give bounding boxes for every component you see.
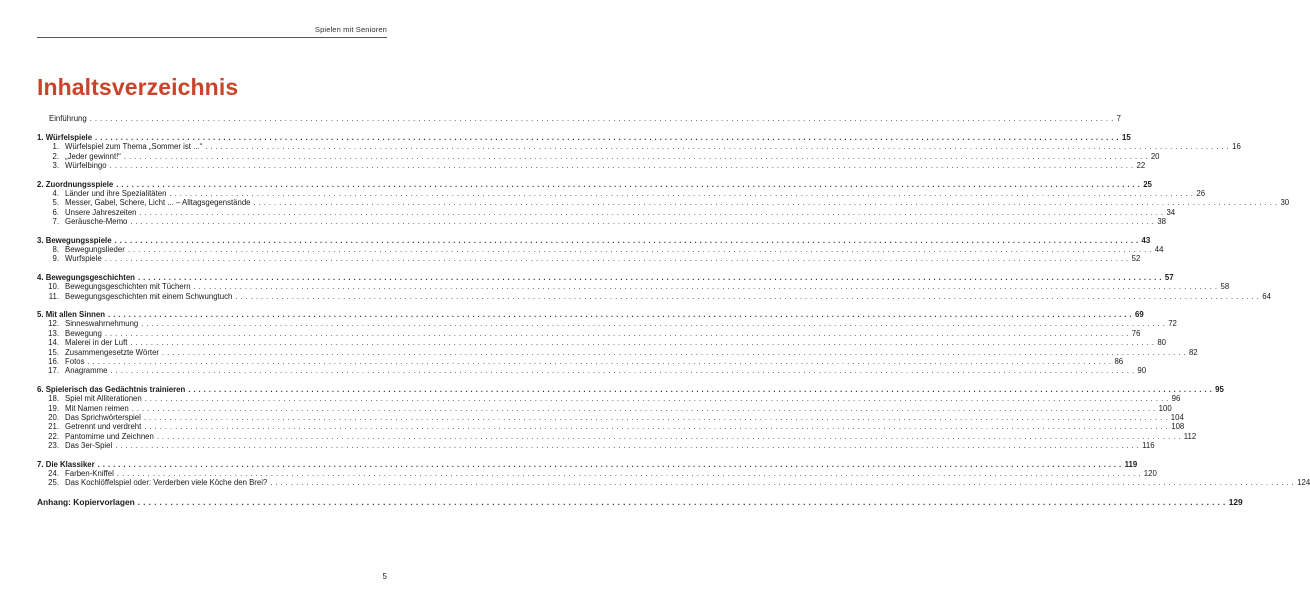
dot-leader: . . . . . . . . . . . . . . . . . . . . . . . . . . . . . . . . . . . . . . . . . . . . . . . . . . . . . . . . . . . . . . . . . . . . . . . . . . . . . . . . . . . . . . . . . . . . . . . . . . . . . . . . . . . . . . . . . . . . . . . . . . . . . . . . . . . . . . . . . . . . . . . . . . . . . . . . . . . . . . . . . . . . . . . . . . . . . . . . . . . . . . . . . . . . . . . . . . . . . . . .	[144, 422, 1169, 432]
entry-number: 5.	[52, 198, 59, 208]
entry-number: 7.	[52, 217, 59, 227]
dot-leader: . . . . . . . . . . . . . . . . . . . . . . . . . . . . . . . . . . . . . . . . . . . . . . . . . . . . . . . . . . . . . . . . . . . . . . . . . . . . . . . . . . . . . . . . . . . . . . . . . . . . . . . . . . . . . . . . . . . . . . . . . . . . . . . . . . . . . . . . . . . . . . . . . . . . . . . . . . . . . . . . . . . . . . . . . . . . . . . . . . . . . . . . . . . . . . . . . . . . . . . .	[116, 469, 1141, 478]
entry-number: 5.	[37, 310, 44, 319]
entry-page-number: 80	[1157, 338, 1167, 348]
dot-leader: . . . . . . . . . . . . . . . . . . . . . . . . . . . . . . . . . . . . . . . . . . . . . . . . . . . . . . . . . . . . . . . . . . . . . . . . . . . . . . . . . . . . . . . . . . . . . . . . . . . . . . . . . . . . . . . . . . . . . . . . . . . . . . . . . . . . . . . . . . . . . . . . . . . . . . . . . . . . . . . . . . . . . . . . . . . . . . . . . . . . . . . . . . . . . . . . . . . . . . . .	[139, 207, 1164, 217]
entry-number: 22.	[48, 431, 59, 441]
entry-page-number: 34	[1166, 207, 1176, 217]
entry-number: 8.	[52, 245, 59, 254]
entry-number: 17.	[48, 366, 59, 376]
dot-leader: . . . . . . . . . . . . . . . . . . . . . . . . . . . . . . . . . . . . . . . . . . . . . . . . . . . . . . . . . . . . . . . . . . . . . . . . . . . . . . . . . . . . . . . . . . . . . . . . . . . . . . . . . . . . . . . . . . . . . . . . . . . . . . . . . . . . . . . . . . . . . . . . . . . . . . . . . . . . . . . . . . . . . . . . . . . . . . . . . . . . . . . . . . . . . . . . . . . . . . . .	[156, 431, 1181, 441]
dot-leader: . . . . . . . . . . . . . . . . . . . . . . . . . . . . . . . . . . . . . . . . . . . . . . . . . . . . . . . . . . . . . . . . . . . . . . . . . . . . . . . . . . . . . . . . . . . . . . . . . . . . . . . . . . . . . . . . . . . . . . . . . . . . . . . . . . . . . . . . . . . . . . . . . . . . . . . . . . . . . . . . . . . . . . . . . . . . . . . . . . . . . . . . . . . . . . . . . . . . . . . .	[141, 319, 1166, 329]
entry-page-number: 22	[1136, 161, 1146, 171]
entry-title: Würfelspiele	[45, 133, 93, 142]
entry-page-number: 30	[1280, 198, 1290, 208]
entry-title: Bewegungslieder	[65, 245, 125, 254]
entry-title: Unsere Jahreszeiten	[65, 207, 137, 217]
entry-number: 21.	[48, 422, 59, 432]
entry-title: Bewegung	[65, 328, 102, 338]
entry-number: 2.	[52, 151, 59, 161]
entry-number: 1.	[37, 133, 44, 142]
entry-number: 4.	[52, 189, 59, 198]
entry-title: Zuordnungsspiele	[45, 179, 114, 189]
entry-number: 24.	[48, 469, 59, 478]
entry-page-number: 95	[1215, 384, 1224, 394]
entry-title: Bewegungsspiele	[45, 235, 112, 245]
toc-appendix	[37, 497, 1243, 508]
running-header-title: Spielen mit Senioren	[314, 25, 387, 34]
dot-leader: . . . . . . . . . . . . . . . . . . . . . . . . . . . . . . . . . . . . . . . . . . . . . . . . . . . . . . . . . . . . . . . . . . . . . . . . . . . . . . . . . . . . . . . . . . . . . . . . . . . . . . . . . . . . . . . . . . . . . . . . . . . . . . . . . . . . . . . . . . . . . . . . . . . . . . . . . . . . . . . . . . . . . . . . . . . . . . . . . . . . . . . . . . . . . . . . . . . . . . . .	[110, 366, 1135, 376]
toc-entry	[37, 254, 1141, 264]
entry-page-number: 25	[1143, 179, 1152, 189]
entry-title: Pantomime und Zeichnen	[65, 431, 154, 441]
entry-number: 10.	[48, 282, 59, 292]
dot-leader: . . . . . . . . . . . . . . . . . . . . . . . . . . . . . . . . . . . . . . . . . . . . . . . . . . . . . . . . . . . . . . . . . . . . . . . . . . . . . . . . . . . . . . . . . . . . . . . . . . . . . . . . . . . . . . . . . . . . . . . . . . . . . . . . . . . . . . . . . . . . . . . . . . . . . . . . . . . . . . . . . . . . . . . . . . . . . . . . . . . . . . . . . . . . . . . . . . . . . . . .	[253, 198, 1278, 208]
entry-number: 6.	[52, 207, 59, 217]
entry-title: Fotos	[65, 357, 85, 366]
dot-leader: . . . . . . . . . . . . . . . . . . . . . . . . . . . . . . . . . . . . . . . . . . . . . . . . . . . . . . . . . . . . . . . . . . . . . . . . . . . . . . . . . . . . . . . . . . . . . . . . . . . . . . . . . . . . . . . . . . . . . . . . . . . . . . . . . . . . . . . . . . . . . . . . . . . . . . . . . . . . . . . . . . . . . . . . . . . . . . . . . . . . . . . . . . . . . . . . . . . . . . . .	[144, 394, 1169, 404]
page-number: 5	[382, 572, 387, 581]
dot-leader: . . . . . . . . . . . . . . . . . . . . . . . . . . . . . . . . . . . . . . . . . . . . . . . . . . . . . . . . . . . . . . . . . . . . . . . . . . . . . . . . . . . . . . . . . . . . . . . . . . . . . . . . . . . . . . . . . . . . . . . . . . . . . . . . . . . . . . . . . . . . . . . . . . . . . . . . . . . . . . . . . . . . . . . . . . . . . . . . . . . . . . . . . . . . . . . . . . . . . . . .	[114, 235, 1139, 245]
entry-title: Malerei in der Luft	[65, 338, 128, 348]
dot-leader: . . . . . . . . . . . . . . . . . . . . . . . . . . . . . . . . . . . . . . . . . . . . . . . . . . . . . . . . . . . . . . . . . . . . . . . . . . . . . . . . . . . . . . . . . . . . . . . . . . . . . . . . . . . . . . . . . . . . . . . . . . . . . . . . . . . . . . . . . . . . . . . . . . . . . . . . . . . . . . . . . . . . . . . . . . . . . . . . . . . . . . . . . . . . . . . . . . . . . . . .	[87, 357, 1112, 366]
dot-leader: . . . . . . . . . . . . . . . . . . . . . . . . . . . . . . . . . . . . . . . . . . . . . . . . . . . . . . . . . . . . . . . . . . . . . . . . . . . . . . . . . . . . . . . . . . . . . . . . . . . . . . . . . . . . . . . . . . . . . . . . . . . . . . . . . . . . . . . . . . . . . . . . . . . . . . . . . . . . . . . . . . . . . . . . . . . . . . . . . . . . . . . . . . . . . . . . . . . . . . . .	[95, 133, 1119, 142]
dot-leader: . . . . . . . . . . . . . . . . . . . . . . . . . . . . . . . . . . . . . . . . . . . . . . . . . . . . . . . . . . . . . . . . . . . . . . . . . . . . . . . . . . . . . . . . . . . . . . . . . . . . . . . . . . . . . . . . . . . . . . . . . . . . . . . . . . . . . . . . . . . . . . . . . . . . . . . . . . . . . . . . . . . . . . . . . . . . . . . . . . . . . . . . . . . . . . . . . . . . . . . .	[97, 459, 1122, 469]
dot-leader: . . . . . . . . . . . . . . . . . . . . . . . . . . . . . . . . . . . . . . . . . . . . . . . . . . . . . . . . . . . . . . . . . . . . . . . . . . . . . . . . . . . . . . . . . . . . . . . . . . . . . . . . . . . . . . . . . . . . . . . . . . . . . . . . . . . . . . . . . . . . . . . . . . . . . . . . . . . . . . . . . . . . . . . . . . . . . . . . . . . . . . . . . . . . . . . . . . . . . . . .	[270, 478, 1295, 488]
entry-number: 13.	[48, 328, 59, 338]
entry-title: Bewegungsgeschichten mit einem Schwungtuch	[65, 291, 233, 301]
entry-title: Wurfspiele	[65, 254, 102, 264]
entry-number: 6.	[37, 384, 44, 394]
toc-entry	[37, 441, 1155, 451]
header-rule	[37, 37, 387, 38]
entry-page-number: 108	[1171, 422, 1185, 432]
dot-leader: . . . . . . . . . . . . . . . . . . . . . . . . . . . . . . . . . . . . . . . . . . . . . . . . . . . . . . . . . . . . . . . . . . . . . . . . . . . . . . . . . . . . . . . . . . . . . . . . . . . . . . . . . . . . . . . . . . . . . . . . . . . . . . . . . . . . . . . . . . . . . . . . . . . . . . . . . . . . . . . . . . . . . . . . . . . . . . . . . . . . . . . . . . . . . . . . . . . . . . . .	[89, 114, 1114, 123]
entry-page-number: 124	[1297, 478, 1310, 488]
entry-number: 4.	[37, 272, 44, 282]
entry-title: Mit allen Sinnen	[45, 310, 106, 319]
dot-leader: . . . . . . . . . . . . . . . . . . . . . . . . . . . . . . . . . . . . . . . . . . . . . . . . . . . . . . . . . . . . . . . . . . . . . . . . . . . . . . . . . . . . . . . . . . . . . . . . . . . . . . . . . . . . . . . . . . . . . . . . . . . . . . . . . . . . . . . . . . . . . . . . . . . . . . . . . . . . . . . . . . . . . . . . . . . . . . . . . . . . . . . . . . . . . . . . . . . . . . . .	[169, 189, 1194, 198]
entry-number: 23.	[48, 441, 59, 451]
entry-title: Messer, Gabel, Schere, Licht ... – Alltagsgegenstände	[65, 198, 251, 208]
entry-number: 19.	[48, 403, 59, 413]
entry-title: „Jeder gewinnt!“	[65, 151, 121, 161]
toc-entry	[37, 161, 1146, 171]
entry-title: Das 3er-Spiel	[65, 441, 113, 451]
entry-page-number: 129	[1228, 497, 1243, 508]
entry-page-number: 104	[1170, 413, 1184, 422]
toc-intro	[49, 114, 1121, 124]
entry-page-number: 15	[1121, 133, 1131, 142]
entry-number: 15.	[48, 347, 59, 357]
entry-page-number: 120	[1143, 469, 1157, 478]
dot-leader: . . . . . . . . . . . . . . . . . . . . . . . . . . . . . . . . . . . . . . . . . . . . . . . . . . . . . . . . . . . . . . . . . . . . . . . . . . . . . . . . . . . . . . . . . . . . . . . . . . . . . . . . . . . . . . . . . . . . . . . . . . . . . . . . . . . . . . . . . . . . . . . . . . . . . . . . . . . . . . . . . . . . . . . . . . . . . . . . . . . . . . . . . . . . . . . . . . . . . . . .	[131, 403, 1156, 413]
dot-leader: . . . . . . . . . . . . . . . . . . . . . . . . . . . . . . . . . . . . . . . . . . . . . . . . . . . . . . . . . . . . . . . . . . . . . . . . . . . . . . . . . . . . . . . . . . . . . . . . . . . . . . . . . . . . . . . . . . . . . . . . . . . . . . . . . . . . . . . . . . . . . . . . . . . . . . . . . . . . . . . . . . . . . . . . . . . . . . . . . . . . . . . . . . . . . . . . . . . . . . . .	[104, 254, 1129, 264]
entry-title: Länder und ihre Spezialitäten	[65, 189, 167, 198]
dot-leader: . . . . . . . . . . . . . . . . . . . . . . . . . . . . . . . . . . . . . . . . . . . . . . . . . . . . . . . . . . . . . . . . . . . . . . . . . . . . . . . . . . . . . . . . . . . . . . . . . . . . . . . . . . . . . . . . . . . . . . . . . . . . . . . . . . . . . . . . . . . . . . . . . . . . . . . . . . . . . . . . . . . . . . . . . . . . . . . . . . . . . . . . . . . . . . . . . . . . . . . .	[130, 338, 1155, 348]
entry-page-number: 52	[1131, 254, 1141, 264]
toc-entry	[37, 291, 1271, 302]
toc-entry	[37, 366, 1147, 376]
entry-number: 11.	[48, 291, 59, 301]
entry-number: 16.	[48, 357, 59, 366]
entry-number: 7.	[37, 459, 44, 469]
entry-number: 14.	[48, 338, 59, 348]
dot-leader: . . . . . . . . . . . . . . . . . . . . . . . . . . . . . . . . . . . . . . . . . . . . . . . . . . . . . . . . . . . . . . . . . . . . . . . . . . . . . . . . . . . . . . . . . . . . . . . . . . . . . . . . . . . . . . . . . . . . . . . . . . . . . . . . . . . . . . . . . . . . . . . . . . . . . . . . . . . . . . . . . . . . . . . . . . . . . . . . . . . . . . . . . . . . . . . . . . . . . . . .	[193, 282, 1218, 292]
entry-page-number: 76	[1131, 328, 1141, 338]
dot-leader: . . . . . . . . . . . . . . . . . . . . . . . . . . . . . . . . . . . . . . . . . . . . . . . . . . . . . . . . . . . . . . . . . . . . . . . . . . . . . . . . . . . . . . . . . . . . . . . . . . . . . . . . . . . . . . . . . . . . . . . . . . . . . . . . . . . . . . . . . . . . . . . . . . . . . . . . . . . . . . . . . . . . . . . . . . . . . . . . . . . . . . . . . . . . . . . . . . . . . . . .	[162, 347, 1186, 357]
entry-title: Das Sprichwörterspiel	[65, 413, 141, 422]
entry-number: 3.	[37, 235, 44, 245]
entry-number: 25.	[48, 478, 59, 488]
entry-title: Geräusche-Memo	[65, 217, 128, 227]
entry-title: Sinneswahrnehmung	[65, 319, 139, 329]
dot-leader: . . . . . . . . . . . . . . . . . . . . . . . . . . . . . . . . . . . . . . . . . . . . . . . . . . . . . . . . . . . . . . . . . . . . . . . . . . . . . . . . . . . . . . . . . . . . . . . . . . . . . . . . . . . . . . . . . . . . . . . . . . . . . . . . . . . . . . . . . . . . . . . . . . . . . . . . . . . . . . . . . . . . . . . . . . . . . . . . . . . . . . . . . . . . . . . . . . . . . . . .	[115, 441, 1140, 451]
dot-leader: . . . . . . . . . . . . . . . . . . . . . . . . . . . . . . . . . . . . . . . . . . . . . . . . . . . . . . . . . . . . . . . . . . . . . . . . . . . . . . . . . . . . . . . . . . . . . . . . . . . . . . . . . . . . . . . . . . . . . . . . . . . . . . . . . . . . . . . . . . . . . . . . . . . . . . . . . . . . . . . . . . . . . . . . . . . . . . . . . . . . . . . . . . . . . . . . . . . . . . . .	[188, 384, 1213, 394]
dot-leader: . . . . . . . . . . . . . . . . . . . . . . . . . . . . . . . . . . . . . . . . . . . . . . . . . . . . . . . . . . . . . . . . . . . . . . . . . . . . . . . . . . . . . . . . . . . . . . . . . . . . . . . . . . . . . . . . . . . . . . . . . . . . . . . . . . . . . . . . . . . . . . . . . . . . . . . . . . . . . . . . . . . . . . . . . . . . . . . . . . . . . . . . . . . . . . . . . . . . . . . .	[108, 310, 1132, 319]
dot-leader: . . . . . . . . . . . . . . . . . . . . . . . . . . . . . . . . . . . . . . . . . . . . . . . . . . . . . . . . . . . . . . . . . . . . . . . . . . . . . . . . . . . . . . . . . . . . . . . . . . . . . . . . . . . . . . . . . . . . . . . . . . . . . . . . . . . . . . . . . . . . . . . . . . . . . . . . . . . . . . . . . . . . . . . . . . . . . . . . . . . . . . . . . . . . . . . . . . . . . . . .	[104, 328, 1129, 338]
entry-page-number: 86	[1114, 357, 1124, 366]
entry-page-number: 64	[1262, 291, 1271, 301]
dot-leader: . . . . . . . . . . . . . . . . . . . . . . . . . . . . . . . . . . . . . . . . . . . . . . . . . . . . . . . . . . . . . . . . . . . . . . . . . . . . . . . . . . . . . . . . . . . . . . . . . . . . . . . . . . . . . . . . . . . . . . . . . . . . . . . . . . . . . . . . . . . . . . . . . . . . . . . . . . . . . . . . . . . . . . . . . . . . . . . . . . . . . . . . . . . . . . . . . . . . . . . .	[109, 161, 1134, 171]
dot-leader: . . . . . . . . . . . . . . . . . . . . . . . . . . . . . . . . . . . . . . . . . . . . . . . . . . . . . . . . . . . . . . . . . . . . . . . . . . . . . . . . . . . . . . . . . . . . . . . . . . . . . . . . . . . . . . . . . . . . . . . . . . . . . . . . . . . . . . . . . . . . . . . . . . . . . . . . . . . . . . . . . . . . . . . . . . . . . . . . . . . . . . . . . . . . . . . . . . . . . . . .	[137, 497, 1226, 508]
toc-entry	[37, 478, 1310, 488]
entry-title: Spielerisch das Gedächtnis trainieren	[45, 384, 186, 394]
entry-title: Mit Namen reimen	[65, 403, 129, 413]
entry-title: Getrennt und verdreht	[65, 422, 142, 432]
entry-number: 2.	[37, 179, 44, 189]
entry-page-number: 43	[1141, 235, 1151, 245]
entry-page-number: 38	[1157, 217, 1167, 227]
entry-page-number: 100	[1158, 403, 1172, 413]
entry-title: Das Kochlöffelspiel oder: Verderben viele Köche den Brei?	[65, 478, 268, 488]
entry-title: Die Klassiker	[45, 459, 95, 469]
entry-number: 20.	[48, 413, 59, 422]
entry-title: Zusammengesetzte Wörter	[65, 347, 160, 357]
entry-title: Bewegungsgeschichten	[45, 272, 135, 282]
entry-page-number: 26	[1196, 189, 1206, 198]
entry-title: Würfelbingo	[65, 161, 107, 171]
entry-page-number: 58	[1220, 282, 1230, 292]
entry-page-number: 72	[1168, 319, 1177, 329]
dot-leader: . . . . . . . . . . . . . . . . . . . . . . . . . . . . . . . . . . . . . . . . . . . . . . . . . . . . . . . . . . . . . . . . . . . . . . . . . . . . . . . . . . . . . . . . . . . . . . . . . . . . . . . . . . . . . . . . . . . . . . . . . . . . . . . . . . . . . . . . . . . . . . . . . . . . . . . . . . . . . . . . . . . . . . . . . . . . . . . . . . . . . . . . . . . . . . . . . . . . . . . .	[127, 245, 1152, 254]
toc-entry	[37, 217, 1167, 227]
page-title: Inhaltsverzeichnis	[37, 74, 239, 100]
dot-leader: . . . . . . . . . . . . . . . . . . . . . . . . . . . . . . . . . . . . . . . . . . . . . . . . . . . . . . . . . . . . . . . . . . . . . . . . . . . . . . . . . . . . . . . . . . . . . . . . . . . . . . . . . . . . . . . . . . . . . . . . . . . . . . . . . . . . . . . . . . . . . . . . . . . . . . . . . . . . . . . . . . . . . . . . . . . . . . . . . . . . . . . . . . . . . . . . . . . . . . . .	[137, 272, 1162, 282]
entry-number: 12.	[48, 319, 59, 329]
entry-page-number: 96	[1171, 394, 1181, 404]
entry-title: Anhang: Kopiervorlagen	[37, 497, 135, 508]
dot-leader: . . . . . . . . . . . . . . . . . . . . . . . . . . . . . . . . . . . . . . . . . . . . . . . . . . . . . . . . . . . . . . . . . . . . . . . . . . . . . . . . . . . . . . . . . . . . . . . . . . . . . . . . . . . . . . . . . . . . . . . . . . . . . . . . . . . . . . . . . . . . . . . . . . . . . . . . . . . . . . . . . . . . . . . . . . . . . . . . . . . . . . . . . . . . . . . . . . . . . . . .	[116, 179, 1141, 189]
entry-page-number: 112	[1183, 431, 1197, 441]
dot-leader: . . . . . . . . . . . . . . . . . . . . . . . . . . . . . . . . . . . . . . . . . . . . . . . . . . . . . . . . . . . . . . . . . . . . . . . . . . . . . . . . . . . . . . . . . . . . . . . . . . . . . . . . . . . . . . . . . . . . . . . . . . . . . . . . . . . . . . . . . . . . . . . . . . . . . . . . . . . . . . . . . . . . . . . . . . . . . . . . . . . . . . . . . . . . . . . . . . . . . . . .	[143, 413, 1168, 422]
entry-number: 3.	[52, 161, 59, 171]
entry-page-number: 20	[1150, 151, 1160, 161]
entry-page-number: 57	[1164, 272, 1174, 282]
entry-title: Spiel mit Alliterationen	[65, 394, 142, 404]
entry-page-number: 44	[1154, 245, 1164, 254]
entry-title: Farben-Kniffel	[65, 469, 114, 478]
dot-leader: . . . . . . . . . . . . . . . . . . . . . . . . . . . . . . . . . . . . . . . . . . . . . . . . . . . . . . . . . . . . . . . . . . . . . . . . . . . . . . . . . . . . . . . . . . . . . . . . . . . . . . . . . . . . . . . . . . . . . . . . . . . . . . . . . . . . . . . . . . . . . . . . . . . . . . . . . . . . . . . . . . . . . . . . . . . . . . . . . . . . . . . . . . . . . . . . . . . . . . . .	[130, 217, 1155, 227]
entry-number: 18.	[48, 394, 59, 404]
entry-page-number: 82	[1188, 347, 1198, 357]
entry-page-number: 119	[1124, 459, 1138, 469]
entry-number: 1.	[52, 142, 59, 152]
entry-title: Würfelspiel zum Thema „Sommer ist ...“	[65, 142, 203, 152]
dot-leader: . . . . . . . . . . . . . . . . . . . . . . . . . . . . . . . . . . . . . . . . . . . . . . . . . . . . . . . . . . . . . . . . . . . . . . . . . . . . . . . . . . . . . . . . . . . . . . . . . . . . . . . . . . . . . . . . . . . . . . . . . . . . . . . . . . . . . . . . . . . . . . . . . . . . . . . . . . . . . . . . . . . . . . . . . . . . . . . . . . . . . . . . . . . . . . . . . . . . . . . .	[123, 151, 1148, 161]
dot-leader: . . . . . . . . . . . . . . . . . . . . . . . . . . . . . . . . . . . . . . . . . . . . . . . . . . . . . . . . . . . . . . . . . . . . . . . . . . . . . . . . . . . . . . . . . . . . . . . . . . . . . . . . . . . . . . . . . . . . . . . . . . . . . . . . . . . . . . . . . . . . . . . . . . . . . . . . . . . . . . . . . . . . . . . . . . . . . . . . . . . . . . . . . . . . . . . . . . . . . . . .	[205, 142, 1230, 152]
entry-page-number: 90	[1137, 366, 1147, 376]
entry-page-number: 116	[1142, 441, 1155, 451]
entry-number: 9.	[52, 254, 59, 264]
entry-title: Einführung	[49, 114, 87, 123]
entry-page-number: 16	[1232, 142, 1241, 152]
entry-title: Bewegungsgeschichten mit Tüchern	[65, 282, 191, 292]
entry-page-number: 69	[1134, 310, 1144, 319]
dot-leader: . . . . . . . . . . . . . . . . . . . . . . . . . . . . . . . . . . . . . . . . . . . . . . . . . . . . . . . . . . . . . . . . . . . . . . . . . . . . . . . . . . . . . . . . . . . . . . . . . . . . . . . . . . . . . . . . . . . . . . . . . . . . . . . . . . . . . . . . . . . . . . . . . . . . . . . . . . . . . . . . . . . . . . . . . . . . . . . . . . . . . . . . . . . . . . . . . . . . . . . .	[235, 291, 1260, 301]
entry-title: Anagramme	[65, 366, 108, 376]
entry-page-number: 7	[1116, 114, 1121, 123]
